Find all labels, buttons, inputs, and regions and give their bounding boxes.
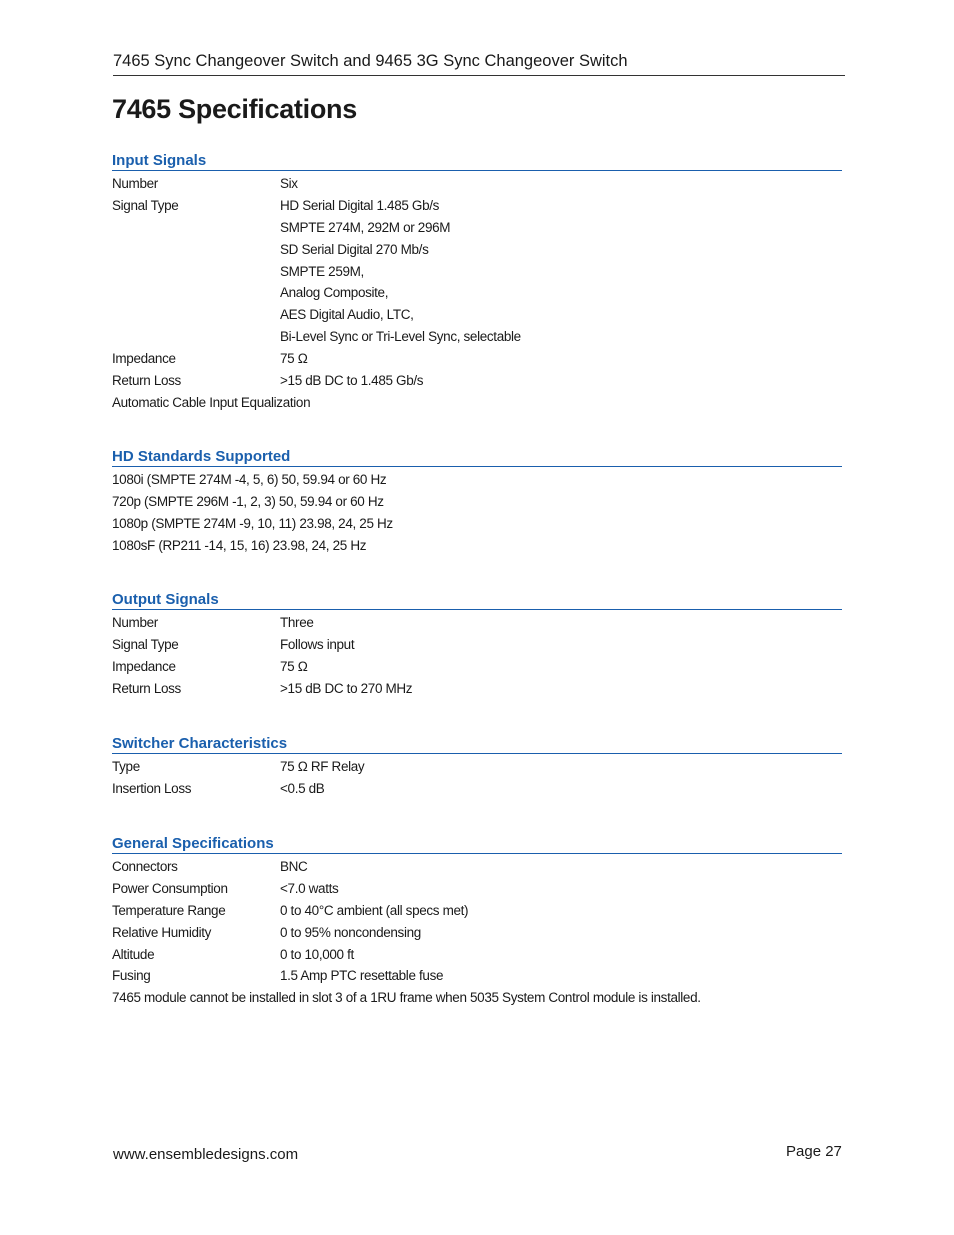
spec-row bbox=[112, 469, 842, 491]
spec-label: Impedance bbox=[112, 658, 176, 674]
footer-website: www.ensembledesigns.com bbox=[113, 1146, 299, 1163]
spec-rows bbox=[112, 756, 842, 800]
spec-value: 0 to 40°C ambient (all specs met) bbox=[280, 902, 469, 918]
spec-row bbox=[112, 304, 842, 326]
spec-value: <0.5 dB bbox=[280, 780, 325, 796]
spec-rows bbox=[112, 612, 842, 700]
spec-row bbox=[112, 922, 842, 944]
spec-value: 75 Ω bbox=[280, 658, 308, 674]
section-heading: Input Signals bbox=[112, 151, 842, 171]
spec-row bbox=[112, 678, 842, 700]
spec-label: 1080sF (RP211 -14, 15, 16) 23.98, 24, 25 Hz bbox=[112, 537, 367, 553]
spec-row bbox=[112, 370, 842, 392]
spec-value: 0 to 10,000 ft bbox=[280, 946, 354, 962]
section-input-signals bbox=[112, 151, 842, 414]
spec-value: Three bbox=[280, 615, 314, 630]
header-rule bbox=[113, 75, 845, 76]
spec-row bbox=[112, 778, 842, 800]
spec-row bbox=[112, 282, 842, 304]
spec-value: SMPTE 259M, bbox=[280, 263, 364, 279]
spec-label: Number bbox=[112, 176, 158, 191]
spec-value: Six bbox=[280, 176, 298, 191]
spec-row bbox=[112, 261, 842, 283]
spec-label: Connectors bbox=[112, 859, 178, 874]
footer-page-number: Page 27 bbox=[786, 1143, 842, 1160]
spec-value: Analog Composite, bbox=[280, 285, 389, 301]
spec-value: SD Serial Digital 270 Mb/s bbox=[280, 241, 429, 257]
spec-label: Power Consumption bbox=[112, 880, 228, 896]
spec-row bbox=[112, 634, 842, 656]
spec-row bbox=[112, 612, 842, 634]
spec-row bbox=[112, 944, 842, 966]
spec-row bbox=[112, 326, 842, 348]
spec-value: BNC bbox=[280, 859, 308, 874]
spec-label: Number bbox=[112, 615, 158, 630]
spec-rows bbox=[112, 173, 842, 414]
spec-label: Relative Humidity bbox=[112, 924, 212, 940]
spec-label: Fusing bbox=[112, 968, 151, 984]
spec-label: 1080i (SMPTE 274M -4, 5, 6) 50, 59.94 or 60 Hz bbox=[112, 472, 387, 487]
spec-value: SMPTE 274M, 292M or 296M bbox=[280, 219, 451, 235]
spec-row bbox=[112, 756, 842, 778]
spec-row bbox=[112, 900, 842, 922]
spec-row bbox=[112, 173, 842, 195]
section-hd-standards bbox=[112, 447, 842, 557]
section-heading: General Specifications bbox=[112, 834, 842, 854]
spec-row bbox=[112, 348, 842, 370]
section-output-signals bbox=[112, 590, 842, 700]
spec-row bbox=[112, 217, 842, 239]
spec-row bbox=[112, 535, 842, 557]
spec-value: Follows input bbox=[280, 636, 355, 652]
spec-label: Signal Type bbox=[112, 197, 179, 213]
spec-row bbox=[112, 239, 842, 261]
spec-row bbox=[112, 392, 842, 414]
running-header: 7465 Sync Changeover Switch and 9465 3G Sync Changeover Switch bbox=[113, 52, 628, 70]
spec-value: 0 to 95% noncondensing bbox=[280, 924, 421, 940]
spec-row bbox=[112, 491, 842, 513]
spec-label: Return Loss bbox=[112, 373, 181, 389]
spec-label: Return Loss bbox=[112, 680, 181, 696]
spec-rows bbox=[112, 469, 842, 557]
spec-value: 1.5 Amp PTC resettable fuse bbox=[280, 968, 444, 984]
section-heading: Output Signals bbox=[112, 590, 842, 610]
spec-row bbox=[112, 195, 842, 217]
section-switcher-characteristics bbox=[112, 734, 842, 800]
spec-label: Automatic Cable Input Equalization bbox=[112, 394, 311, 410]
page-title: 7465 Specifications bbox=[112, 94, 357, 124]
spec-label: Altitude bbox=[112, 946, 155, 962]
spec-value: Bi-Level Sync or Tri-Level Sync, selectable bbox=[280, 329, 521, 345]
spec-rows bbox=[112, 856, 842, 1009]
spec-label: Type bbox=[112, 759, 140, 774]
spec-value: >15 dB DC to 1.485 Gb/s bbox=[280, 373, 424, 389]
spec-label: Signal Type bbox=[112, 636, 179, 652]
spec-value: 75 Ω bbox=[280, 351, 308, 367]
spec-label: Impedance bbox=[112, 351, 176, 367]
spec-label: 720p (SMPTE 296M -1, 2, 3) 50, 59.94 or 60 Hz bbox=[112, 493, 384, 509]
spec-label: Insertion Loss bbox=[112, 780, 192, 796]
spec-value: AES Digital Audio, LTC, bbox=[280, 307, 414, 323]
spec-row bbox=[112, 878, 842, 900]
spec-row bbox=[112, 513, 842, 535]
spec-value: >15 dB DC to 270 MHz bbox=[280, 680, 413, 696]
spec-row bbox=[112, 656, 842, 678]
spec-label: 1080p (SMPTE 274M -9, 10, 11) 23.98, 24, 25 Hz bbox=[112, 515, 393, 531]
spec-value: HD Serial Digital 1.485 Gb/s bbox=[280, 197, 440, 213]
spec-value: 75 Ω RF Relay bbox=[280, 759, 365, 774]
section-general-specifications bbox=[112, 834, 842, 1009]
spec-label: Temperature Range bbox=[112, 902, 226, 918]
spec-value: <7.0 watts bbox=[280, 880, 339, 896]
spec-row bbox=[112, 965, 842, 987]
spec-row bbox=[112, 856, 842, 878]
spec-label: 7465 module cannot be installed in slot 3 of a 1RU frame when 5035 System Control module is installed. bbox=[112, 990, 701, 1006]
section-heading: HD Standards Supported bbox=[112, 447, 842, 467]
section-heading: Switcher Characteristics bbox=[112, 734, 842, 754]
spec-row bbox=[112, 987, 842, 1009]
